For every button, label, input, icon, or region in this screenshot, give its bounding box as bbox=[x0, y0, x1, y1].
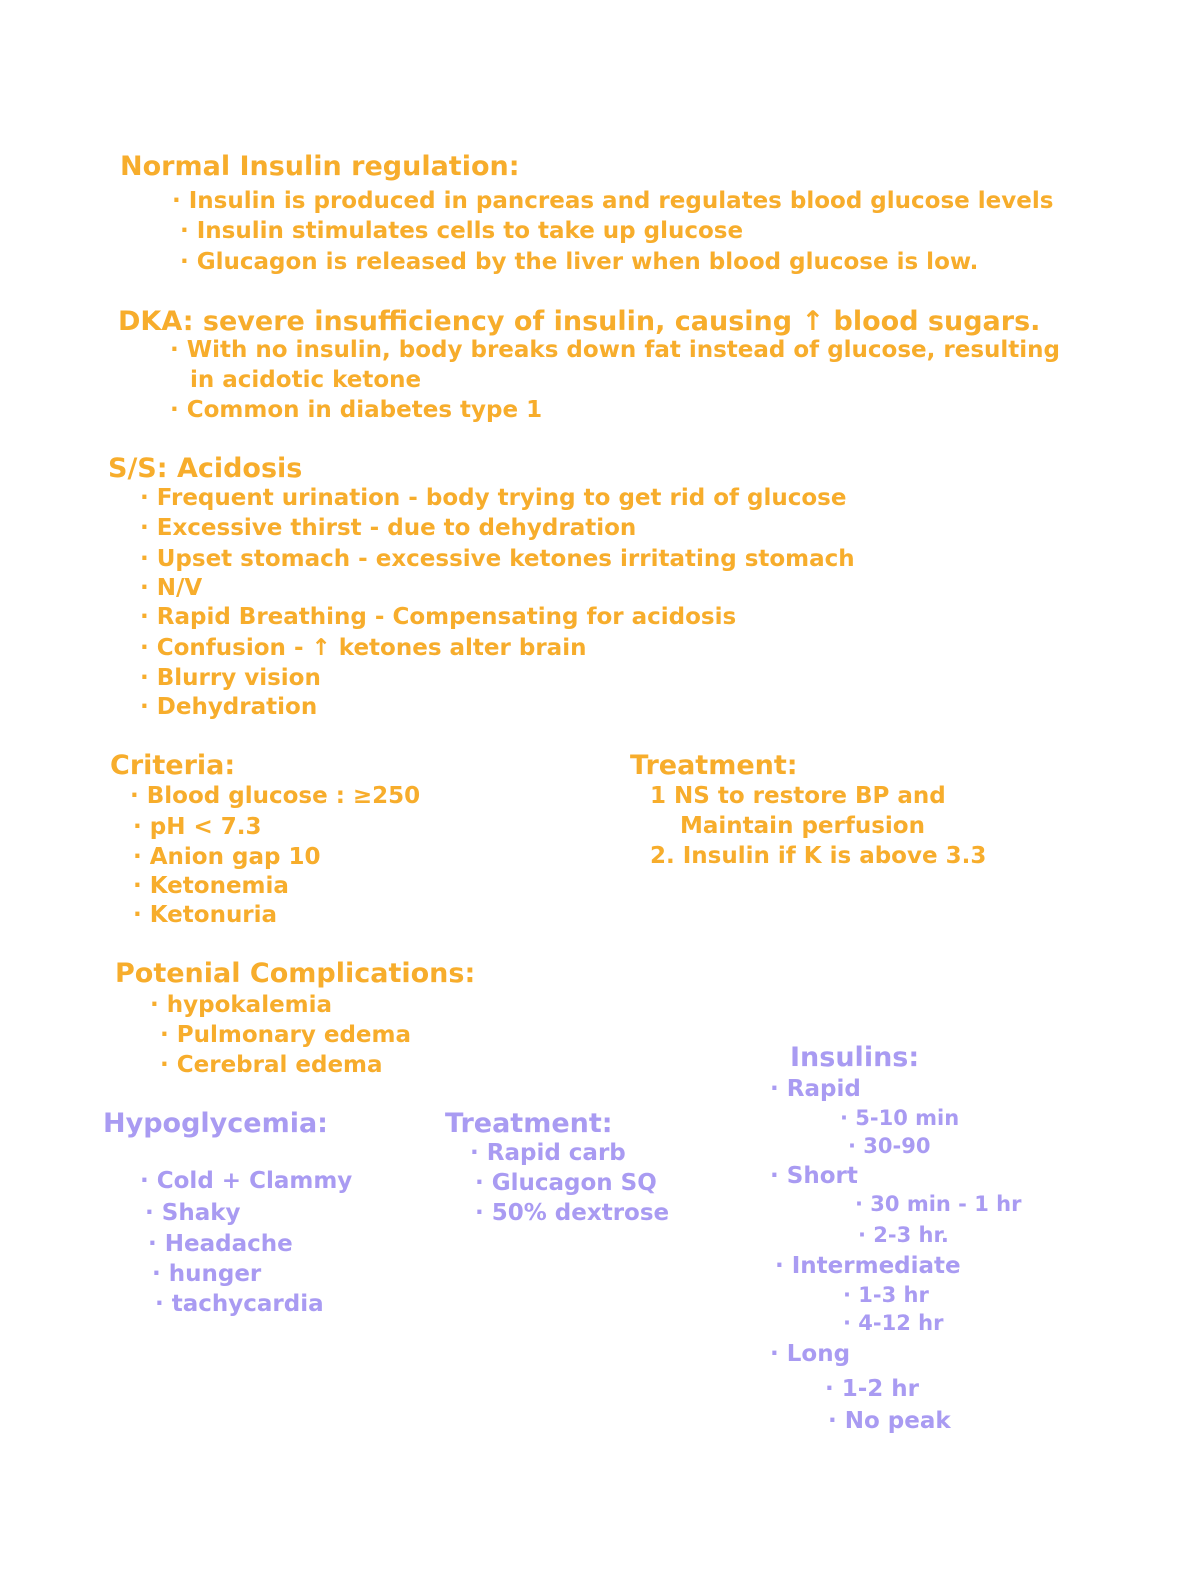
list-item: · hunger bbox=[152, 1263, 261, 1286]
list-item: · Rapid Breathing - Compensating for acidosis bbox=[140, 606, 736, 629]
list-item: · Shaky bbox=[145, 1202, 241, 1225]
list-item: · Insulin stimulates cells to take up glucose bbox=[180, 220, 743, 243]
list-item: · 4-12 hr bbox=[843, 1313, 943, 1334]
list-item: · Cerebral edema bbox=[160, 1054, 383, 1077]
criteria-heading: Criteria: bbox=[110, 750, 236, 781]
list-item: · 5-10 min bbox=[840, 1108, 959, 1129]
list-item: · N/V bbox=[140, 577, 202, 600]
insulin-type-intermediate: · Intermediate bbox=[775, 1255, 961, 1278]
list-item: · Headache bbox=[148, 1233, 293, 1256]
list-item: · With no insulin, body breaks down fat instead of glucose, resulting bbox=[170, 339, 1060, 362]
hypo-treatment-heading: Treatment: bbox=[445, 1108, 613, 1139]
insulins-heading: Insulins: bbox=[790, 1042, 920, 1073]
list-item: · hypokalemia bbox=[150, 994, 332, 1017]
list-item: · Frequent urination - body trying to get rid of glucose bbox=[140, 487, 846, 510]
list-item-continuation: Maintain perfusion bbox=[680, 813, 925, 839]
list-item: · Anion gap 10 bbox=[133, 846, 320, 869]
insulin-type-rapid: · Rapid bbox=[770, 1078, 861, 1101]
dka-treatment-heading: Treatment: bbox=[630, 750, 798, 781]
complications-heading: Potenial Complications: bbox=[115, 958, 476, 989]
list-item: · 30 min - 1 hr bbox=[855, 1194, 1021, 1215]
list-item: · Ketonemia bbox=[133, 875, 289, 898]
list-item-continuation: in acidotic ketone bbox=[190, 367, 422, 393]
list-item: · 1-2 hr bbox=[825, 1378, 919, 1401]
list-item: · pH < 7.3 bbox=[133, 816, 262, 839]
list-item: · Upset stomach - excessive ketones irritating stomach bbox=[140, 548, 855, 571]
dka-heading: DKA: severe insufficiency of insulin, causing ↑ blood sugars. bbox=[118, 306, 1041, 337]
list-item: · Glucagon is released by the liver when blood glucose is low. bbox=[180, 251, 978, 274]
list-item: 1 NS to restore BP and bbox=[650, 783, 946, 809]
list-item: · Glucagon SQ bbox=[475, 1172, 657, 1195]
list-item: · Pulmonary edema bbox=[160, 1024, 411, 1047]
list-item: · Cold + Clammy bbox=[140, 1170, 352, 1193]
list-item: · Rapid carb bbox=[470, 1142, 626, 1165]
list-item: · Common in diabetes type 1 bbox=[170, 399, 542, 422]
list-item: · Excessive thirst - due to dehydration bbox=[140, 517, 636, 540]
list-item: · 30-90 bbox=[848, 1136, 930, 1157]
list-item: · Blurry vision bbox=[140, 667, 321, 690]
hypoglycemia-heading: Hypoglycemia: bbox=[103, 1108, 328, 1139]
list-item: · Blood glucose : ≥250 bbox=[130, 785, 420, 808]
list-item: · Insulin is produced in pancreas and regulates blood glucose levels bbox=[172, 190, 1053, 213]
insulin-type-short: · Short bbox=[770, 1165, 858, 1188]
list-item: · 1-3 hr bbox=[843, 1285, 929, 1306]
list-item: 2. Insulin if K is above 3.3 bbox=[650, 843, 987, 869]
list-item: · tachycardia bbox=[155, 1293, 324, 1316]
insulin-regulation-heading: Normal Insulin regulation: bbox=[120, 151, 520, 182]
insulin-type-long: · Long bbox=[770, 1343, 850, 1366]
list-item: · Dehydration bbox=[140, 696, 317, 719]
list-item: · 50% dextrose bbox=[475, 1202, 669, 1225]
list-item: · 2-3 hr. bbox=[858, 1225, 949, 1246]
list-item: · Confusion - ↑ ketones alter brain bbox=[140, 637, 586, 660]
list-item: · No peak bbox=[828, 1410, 951, 1433]
signs-symptoms-heading: S/S: Acidosis bbox=[108, 453, 303, 484]
list-item: · Ketonuria bbox=[133, 904, 277, 927]
